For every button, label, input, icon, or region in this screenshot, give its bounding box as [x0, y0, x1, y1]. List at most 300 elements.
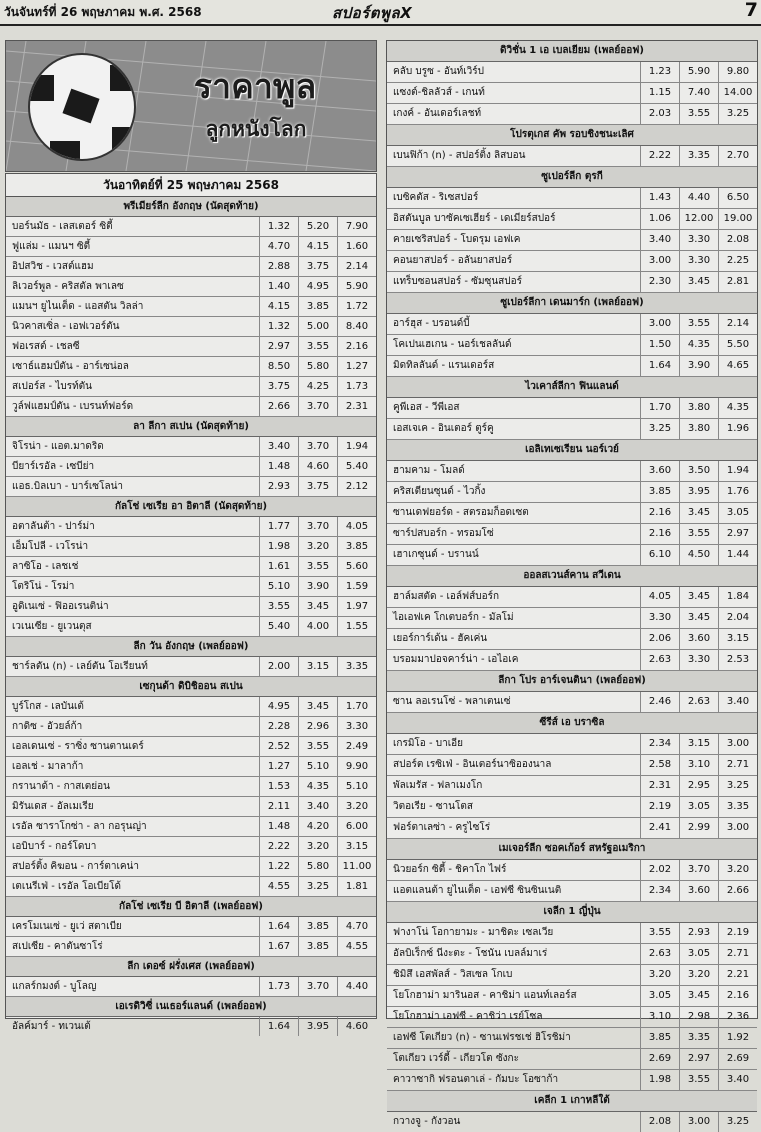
home-odds: 2.00: [259, 657, 298, 676]
home-odds: 2.58: [640, 755, 679, 775]
home-odds: 1.64: [259, 917, 298, 936]
away-odds: 4.40: [337, 977, 376, 996]
match-row: [6, 317, 376, 337]
away-odds: 3.25: [718, 104, 757, 124]
away-odds: 1.55: [337, 617, 376, 636]
away-odds: 9.80: [718, 62, 757, 82]
match-teams: ฮาล์มสตัด - เอล์ฟส์บอร์ก: [393, 591, 500, 602]
league-header: เอเรดิวิซี่ เนเธอร์แลนด์ (เพลย์ออฟ): [6, 997, 376, 1017]
away-odds: 2.36: [718, 1007, 757, 1027]
match-teams: เอ็มโปลี - เวโรน่า: [12, 541, 89, 552]
away-odds: 2.31: [337, 397, 376, 416]
page-header: [0, 0, 761, 26]
match-teams: กาดิซ - อัวยล์ก้า: [12, 721, 83, 732]
banner-title: ราคาพูล: [193, 67, 317, 107]
draw-odds: 3.20: [679, 965, 718, 985]
match-row: [6, 937, 376, 957]
match-row: [6, 277, 376, 297]
draw-odds: 3.55: [679, 1070, 718, 1090]
match-teams: สปอร์ติ้ง คิฆอน - การ์ตาเคน่า: [12, 861, 140, 872]
draw-odds: 3.85: [298, 917, 337, 936]
home-odds: 2.41: [640, 818, 679, 838]
match-teams: สปอร์ต เรซิเฟ่ - อินเตอร์นาซิอองนาล: [393, 759, 552, 770]
draw-odds: 2.97: [679, 1049, 718, 1069]
match-teams: กรานาด้า - กาสเตย่อน: [12, 781, 110, 792]
match-teams: คลับ บรูซ - อันท์เวิร์ป: [393, 66, 485, 77]
home-odds: 1.32: [259, 217, 298, 236]
match-teams: กวางจู - กังวอน: [393, 1116, 461, 1127]
away-odds: 3.20: [337, 797, 376, 816]
draw-odds: 3.35: [679, 1028, 718, 1048]
match-teams: วิตอเรีย - ซานโตส: [393, 801, 473, 812]
match-row: [6, 297, 376, 317]
match-teams: เฮาเกซุนด์ - บรานน์: [393, 549, 479, 560]
home-odds: 2.22: [259, 837, 298, 856]
match-date: วันอาทิตย์ที่ 25 พฤษภาคม 2568: [6, 174, 376, 197]
home-odds: 2.02: [640, 860, 679, 880]
draw-odds: 2.99: [679, 818, 718, 838]
match-teams: นิวยอร์ก ซิตี้ - ชิคาโก ไฟร์: [393, 864, 507, 875]
away-odds: 1.96: [718, 419, 757, 439]
match-row: [387, 398, 757, 419]
league-header: เมเจอร์ลีก ซอคเก้อร์ สหรัฐอเมริกา: [387, 839, 757, 860]
match-teams: ซาร์ปสบอร์ก - ทรอมโซ่: [393, 528, 494, 539]
draw-odds: 3.40: [298, 797, 337, 816]
away-odds: 3.85: [337, 537, 376, 556]
home-odds: 3.85: [640, 482, 679, 502]
match-row: [387, 209, 757, 230]
banner: [5, 40, 377, 172]
home-odds: 2.34: [640, 734, 679, 754]
match-teams: บูร์โกส - เลบันเต้: [12, 701, 84, 712]
home-odds: 1.48: [259, 457, 298, 476]
match-teams: เครโมเนเซ่ - ยูเว่ สตาเบีย: [12, 921, 122, 932]
away-odds: 3.35: [337, 657, 376, 676]
match-row: [387, 650, 757, 671]
match-row: [6, 437, 376, 457]
away-odds: 3.25: [718, 1112, 757, 1132]
league-header: ไวเคาส์ลีกา ฟินแลนด์: [387, 377, 757, 398]
match-teams: ลิเวอร์พูล - คริสตัล พาเลซ: [12, 281, 124, 292]
draw-odds: 3.70: [298, 517, 337, 536]
match-row: [387, 482, 757, 503]
away-odds: 3.35: [718, 797, 757, 817]
match-teams: จิโรน่า - แอต.มาดริด: [12, 441, 104, 452]
draw-odds: 3.90: [679, 356, 718, 376]
match-teams: แอธ.บิลเบา - บาร์เซโลน่า: [12, 481, 124, 492]
home-odds: 2.16: [640, 503, 679, 523]
away-odds: 7.90: [337, 217, 376, 236]
draw-odds: 5.00: [298, 317, 337, 336]
soccer-ball-icon: [28, 53, 136, 161]
away-odds: 2.97: [718, 524, 757, 544]
away-odds: 2.16: [718, 986, 757, 1006]
match-row: [387, 188, 757, 209]
away-odds: 1.76: [718, 482, 757, 502]
home-odds: 4.05: [640, 587, 679, 607]
match-row: [6, 337, 376, 357]
home-odds: 1.50: [640, 335, 679, 355]
match-row: [6, 517, 376, 537]
home-odds: 4.70: [259, 237, 298, 256]
away-odds: 5.60: [337, 557, 376, 576]
match-row: [6, 737, 376, 757]
match-teams: โยโกฮาม่า เอฟซี - คาชิว่า เรย์โซล: [393, 1011, 543, 1022]
home-odds: 2.46: [640, 692, 679, 712]
match-teams: อัลบิเร็กซ์ นีงะตะ - โชนัน เบลล์มาเร่: [393, 948, 548, 959]
home-odds: 3.05: [640, 986, 679, 1006]
match-row: [6, 617, 376, 637]
match-teams: ฟางาโน่ โอกายามะ - มาชิดะ เซลเวีย: [393, 927, 554, 938]
match-row: [6, 557, 376, 577]
draw-odds: 3.30: [679, 251, 718, 271]
away-odds: 1.94: [718, 461, 757, 481]
away-odds: 9.90: [337, 757, 376, 776]
match-row: [387, 965, 757, 986]
away-odds: 4.55: [337, 937, 376, 956]
league-header: ซีรีส์ เอ บราซิล: [387, 713, 757, 734]
away-odds: 8.40: [337, 317, 376, 336]
home-odds: 3.30: [640, 608, 679, 628]
match-row: [387, 692, 757, 713]
match-row: [387, 1070, 757, 1091]
home-odds: 2.28: [259, 717, 298, 736]
match-row: [387, 251, 757, 272]
home-odds: 5.40: [259, 617, 298, 636]
home-odds: 1.06: [640, 209, 679, 229]
home-odds: 2.69: [640, 1049, 679, 1069]
match-row: [6, 397, 376, 417]
match-row: [6, 237, 376, 257]
match-row: [387, 83, 757, 104]
match-row: [6, 657, 376, 677]
home-odds: 2.31: [640, 776, 679, 796]
match-teams: บอร์นมัธ - เลสเตอร์ ซิตี้: [12, 221, 113, 232]
match-row: [387, 146, 757, 167]
home-odds: 2.93: [259, 477, 298, 496]
home-odds: 1.98: [640, 1070, 679, 1090]
away-odds: 1.27: [337, 357, 376, 376]
draw-odds: 4.60: [298, 457, 337, 476]
match-teams: อาร์ฮุส - บรอนด์บี้: [393, 318, 470, 329]
match-row: [387, 356, 757, 377]
draw-odds: 3.45: [679, 272, 718, 292]
league-header: ซูเปอร์ลีก ตุรกี: [387, 167, 757, 188]
match-row: [6, 357, 376, 377]
match-teams: ชิมิสึ เอสพัลส์ - วิสเซล โกเบ: [393, 969, 513, 980]
draw-odds: 3.95: [679, 482, 718, 502]
match-row: [6, 837, 376, 857]
draw-odds: 7.40: [679, 83, 718, 103]
match-teams: ฟอเรสต์ - เชลซี: [12, 341, 80, 352]
match-teams: อิสตันบูล บาซัคเซเฮียร์ - เดเมียร์สปอร์: [393, 213, 556, 224]
home-odds: 4.95: [259, 697, 298, 716]
away-odds: 1.92: [718, 1028, 757, 1048]
match-row: [6, 777, 376, 797]
draw-odds: 3.55: [298, 737, 337, 756]
match-teams: มิรันเดส - อัลเมเรีย: [12, 801, 94, 812]
away-odds: 5.90: [337, 277, 376, 296]
match-row: [6, 717, 376, 737]
away-odds: 2.04: [718, 608, 757, 628]
draw-odds: 5.10: [298, 757, 337, 776]
draw-odds: 3.70: [298, 977, 337, 996]
away-odds: 5.10: [337, 777, 376, 796]
match-row: [6, 1017, 376, 1036]
away-odds: 4.05: [337, 517, 376, 536]
home-odds: 1.23: [640, 62, 679, 82]
match-teams: อตาลันต้า - ปาร์ม่า: [12, 521, 95, 532]
match-row: [6, 857, 376, 877]
home-odds: 3.55: [259, 597, 298, 616]
draw-odds: 3.45: [679, 503, 718, 523]
home-odds: 2.03: [640, 104, 679, 124]
match-row: [6, 477, 376, 497]
draw-odds: 4.95: [298, 277, 337, 296]
league-header: เอลิเทเซเรียน นอร์เวย์: [387, 440, 757, 461]
match-teams: ชาร์ลตัน (n) - เลย์ตัน โอเรียนท์: [12, 661, 148, 672]
match-row: [387, 923, 757, 944]
match-teams: ลาซิโอ - เลชเช่: [12, 561, 79, 572]
match-teams: แกลร์กมงต์ - บูโลญ: [12, 981, 97, 992]
away-odds: 1.81: [337, 877, 376, 896]
home-odds: 2.34: [640, 881, 679, 901]
match-row: [387, 62, 757, 83]
away-odds: 2.71: [718, 944, 757, 964]
home-odds: 2.22: [640, 146, 679, 166]
away-odds: 2.12: [337, 477, 376, 496]
match-teams: เอลเช่ - มาลาก้า: [12, 761, 84, 772]
match-teams: แทร็บซอนสปอร์ - ซัมซุนสปอร์: [393, 276, 523, 287]
home-odds: 5.10: [259, 577, 298, 596]
away-odds: 4.60: [337, 1017, 376, 1036]
match-teams: ฟูแล่ม - แมนฯ ซิตี้: [12, 241, 91, 252]
draw-odds: 3.90: [298, 577, 337, 596]
issue-date: วันจันทร์ที่ 26 พฤษภาคม พ.ศ. 2568: [4, 5, 202, 19]
home-odds: 2.06: [640, 629, 679, 649]
away-odds: 2.81: [718, 272, 757, 292]
draw-odds: 3.60: [679, 881, 718, 901]
away-odds: 1.44: [718, 545, 757, 565]
match-row: [387, 545, 757, 566]
away-odds: 11.00: [337, 857, 376, 876]
home-odds: 2.52: [259, 737, 298, 756]
away-odds: 2.70: [718, 146, 757, 166]
league-header: ลีกา โปร อาร์เจนตินา (เพลย์ออฟ): [387, 671, 757, 692]
match-teams: บียาร์เรอัล - เซบีย่า: [12, 461, 95, 472]
draw-odds: 3.55: [679, 314, 718, 334]
banner-subtitle: ลูกหนังโลก: [205, 117, 307, 141]
home-odds: 1.22: [259, 857, 298, 876]
match-teams: สเปอร์ส - ไบรท์ตัน: [12, 381, 92, 392]
home-odds: 8.50: [259, 357, 298, 376]
draw-odds: 3.85: [298, 937, 337, 956]
match-row: [6, 597, 376, 617]
match-teams: นิวคาสเซิ่ล - เอฟเวอร์ตัน: [12, 321, 120, 332]
draw-odds: 3.10: [679, 755, 718, 775]
match-teams: ไอเอฟเค โกเตบอร์ก - มัลโม่: [393, 612, 514, 623]
match-row: [387, 881, 757, 902]
away-odds: 1.84: [718, 587, 757, 607]
away-odds: 6.00: [337, 817, 376, 836]
away-odds: 5.40: [337, 457, 376, 476]
match-row: [387, 818, 757, 839]
home-odds: 4.15: [259, 297, 298, 316]
draw-odds: 5.80: [298, 357, 337, 376]
draw-odds: 3.70: [298, 437, 337, 456]
away-odds: 3.40: [718, 1070, 757, 1090]
match-teams: เบซิคตัส - ริเซสปอร์: [393, 192, 479, 203]
home-odds: 3.25: [640, 419, 679, 439]
league-header: เคลีก 1 เกาหลีใต้: [387, 1091, 757, 1112]
home-odds: 3.20: [640, 965, 679, 985]
home-odds: 6.10: [640, 545, 679, 565]
league-header: เจลีก 1 ญี่ปุ่น: [387, 902, 757, 923]
away-odds: 5.50: [718, 335, 757, 355]
match-teams: เวเนเซีย - ยูเวนตุส: [12, 621, 92, 632]
match-teams: ฮามคาม - โมลด์: [393, 465, 465, 476]
match-row: [387, 797, 757, 818]
match-row: [6, 757, 376, 777]
match-teams: เอสเจเค - อินเตอร์ ตูร์คู: [393, 423, 494, 434]
home-odds: 3.40: [259, 437, 298, 456]
match-teams: โตเกียว เวร์ดี้ - เกียวโต ซังกะ: [393, 1053, 519, 1064]
home-odds: 1.70: [640, 398, 679, 418]
match-row: [387, 860, 757, 881]
match-teams: คาวาซากิ ฟรอนตาเล่ - กัมบะ โอซาก้า: [393, 1074, 559, 1085]
draw-odds: 3.35: [679, 146, 718, 166]
match-row: [6, 977, 376, 997]
league-header: ดิวิชั่น 1 เอ เบลเยียม (เพลย์ออฟ): [387, 41, 757, 62]
match-row: [6, 917, 376, 937]
match-teams: โคเปนเฮเกน - นอร์เชลลันด์: [393, 339, 512, 350]
match-row: [387, 587, 757, 608]
league-header: กัลโช่ เซเรีย อา อิตาลี (นัดสุดท้าย): [6, 497, 376, 517]
league-header: โปรตุเกส คัพ รอบชิงชนะเลิศ: [387, 125, 757, 146]
match-row: [387, 776, 757, 797]
home-odds: 3.55: [640, 923, 679, 943]
league-header: ซูเปอร์ลีกา เดนมาร์ก (เพลย์ออฟ): [387, 293, 757, 314]
draw-odds: 3.50: [679, 461, 718, 481]
draw-odds: 4.35: [298, 777, 337, 796]
draw-odds: 5.20: [298, 217, 337, 236]
home-odds: 3.40: [640, 230, 679, 250]
match-row: [387, 230, 757, 251]
match-teams: อูดิเนเซ่ - ฟิออเรนติน่า: [12, 601, 109, 612]
match-teams: แซงต์-ชิลลัวส์ - เกนท์: [393, 87, 485, 98]
match-teams: เอบิบาร์ - กอร์โดบา: [12, 841, 97, 852]
league-header: ลีก เดอซ์ ฝรั่งเศส (เพลย์ออฟ): [6, 957, 376, 977]
away-odds: 2.66: [718, 881, 757, 901]
match-teams: มิดทิลลันด์ - แรนเดอร์ส: [393, 360, 495, 371]
home-odds: 1.64: [259, 1017, 298, 1036]
home-odds: 1.73: [259, 977, 298, 996]
draw-odds: 5.90: [679, 62, 718, 82]
away-odds: 2.53: [718, 650, 757, 670]
away-odds: 4.35: [718, 398, 757, 418]
newspaper-logo: สปอร์ตพูลX: [332, 4, 413, 22]
match-row: [6, 257, 376, 277]
home-odds: 4.55: [259, 877, 298, 896]
draw-odds: 3.70: [298, 397, 337, 416]
match-row: [6, 697, 376, 717]
match-teams: เรอัล ซาราโกซ่า - ลา กอรุนญ่า: [12, 821, 147, 832]
away-odds: 2.49: [337, 737, 376, 756]
league-header: เซกุนด้า ดิบิชิออน สเปน: [6, 677, 376, 697]
league-header: ลา ลีกา สเปน (นัดสุดท้าย): [6, 417, 376, 437]
away-odds: 1.97: [337, 597, 376, 616]
away-odds: 19.00: [718, 209, 757, 229]
draw-odds: 3.45: [679, 986, 718, 1006]
away-odds: 3.00: [718, 734, 757, 754]
match-row: [387, 419, 757, 440]
home-odds: 2.16: [640, 524, 679, 544]
home-odds: 2.30: [640, 272, 679, 292]
odds-table-left: [5, 173, 377, 1032]
match-teams: อัลค์มาร์ - ทเวนเต้: [12, 1021, 91, 1032]
home-odds: 3.00: [640, 251, 679, 271]
match-teams: โยโกฮาม่า มารินอส - คาชิม่า แอนท์เลอร์ส: [393, 990, 577, 1001]
draw-odds: 3.30: [679, 650, 718, 670]
match-teams: พัลเมรัส - ฟลาเมงโก: [393, 780, 483, 791]
away-odds: 14.00: [718, 83, 757, 103]
home-odds: 1.43: [640, 188, 679, 208]
match-teams: คูพีเอส - วีพีเอส: [393, 402, 460, 413]
match-row: [6, 817, 376, 837]
match-teams: เอฟซี โตเกียว (n) - ซานเฟรชเช่ ฮิโรชิม่า: [393, 1032, 571, 1043]
match-teams: บรอมมาปอจคาร์น่า - เอไอเค: [393, 654, 519, 665]
draw-odds: 3.55: [298, 337, 337, 356]
home-odds: 2.66: [259, 397, 298, 416]
match-row: [387, 734, 757, 755]
match-row: [387, 272, 757, 293]
match-row: [6, 877, 376, 897]
draw-odds: 3.55: [679, 524, 718, 544]
match-row: [387, 755, 757, 776]
away-odds: 2.25: [718, 251, 757, 271]
draw-odds: 3.45: [298, 697, 337, 716]
league-header: ลีก วัน อังกฤษ (เพลย์ออฟ): [6, 637, 376, 657]
away-odds: 2.08: [718, 230, 757, 250]
away-odds: 1.72: [337, 297, 376, 316]
away-odds: 3.25: [718, 776, 757, 796]
match-teams: โตริโน่ - โรม่า: [12, 581, 75, 592]
away-odds: 3.20: [718, 860, 757, 880]
home-odds: 2.63: [640, 944, 679, 964]
match-row: [387, 608, 757, 629]
draw-odds: 2.98: [679, 1007, 718, 1027]
draw-odds: 3.15: [679, 734, 718, 754]
draw-odds: 3.55: [679, 104, 718, 124]
away-odds: 3.00: [718, 818, 757, 838]
match-teams: ซานเดฟยอร์ด - สตรอมก็อดเซต: [393, 507, 529, 518]
match-row: [387, 944, 757, 965]
match-row: [6, 377, 376, 397]
league-header: พรีเมียร์ลีก อังกฤษ (นัดสุดท้าย): [6, 197, 376, 217]
away-odds: 3.40: [718, 692, 757, 712]
away-odds: 2.14: [718, 314, 757, 334]
home-odds: 1.53: [259, 777, 298, 796]
match-teams: แอตแลนต้า ยูไนเต็ด - เอฟซี ซินซินเนติ: [393, 885, 562, 896]
league-header: กัลโช่ เซเรีย บี อิตาลี (เพลย์ออฟ): [6, 897, 376, 917]
home-odds: 1.27: [259, 757, 298, 776]
away-odds: 3.15: [718, 629, 757, 649]
home-odds: 3.60: [640, 461, 679, 481]
away-odds: 1.94: [337, 437, 376, 456]
match-teams: ซาน ลอเรนโซ่ - พลาเตนเซ่: [393, 696, 511, 707]
draw-odds: 3.25: [298, 877, 337, 896]
match-row: [6, 797, 376, 817]
